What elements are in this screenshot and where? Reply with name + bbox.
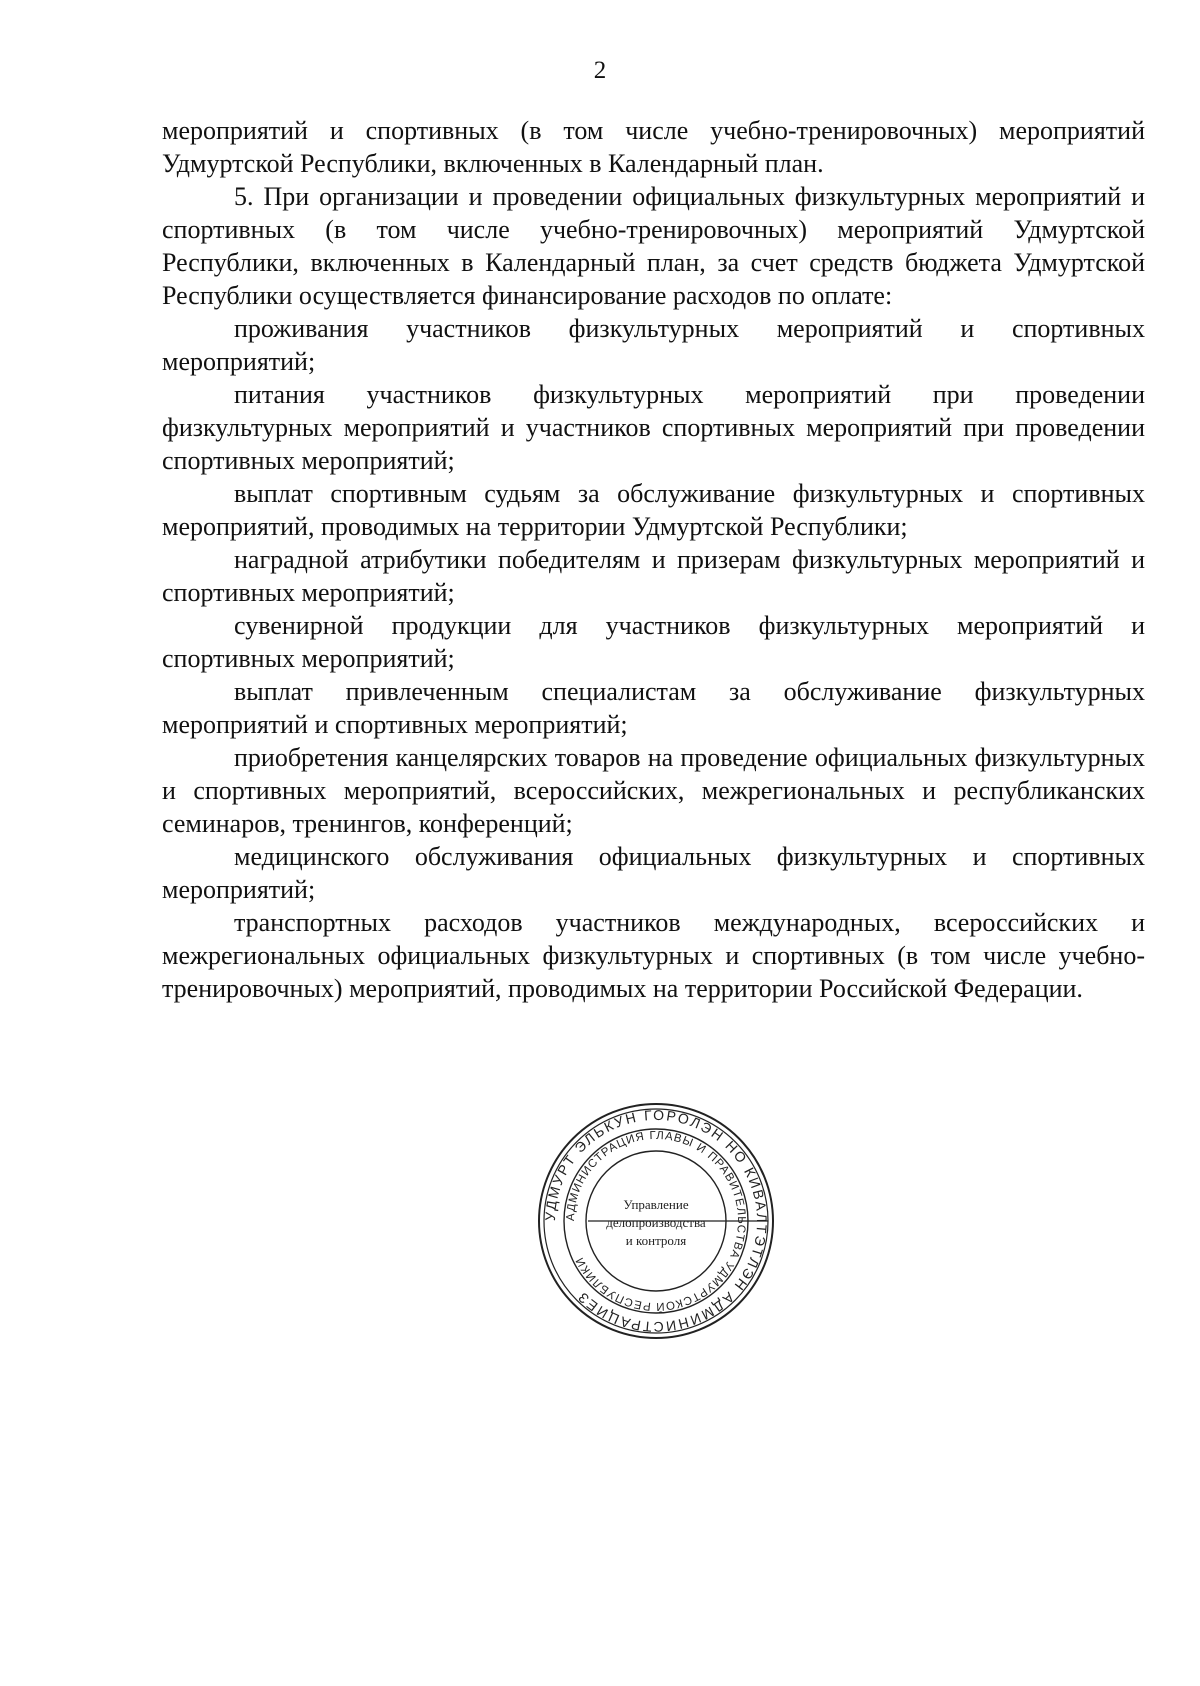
- seal-center-line-1: Управление: [623, 1197, 689, 1212]
- seal-outer-ring-text: УДМУРТ ЭЛЬКУН ГОРОЛЭН НО КИВАЛТЭТЛЭН АДМИНИСТРАЦИЕЗ: [541, 1106, 771, 1336]
- paragraph-expense-souvenirs: сувенирной продукции для участников физкультурных мероприятий и спортивных мероприятий;: [162, 611, 1145, 673]
- seal-center-line-2: делопроизводства: [606, 1215, 706, 1230]
- paragraph-continuation: мероприятий и спортивных (в том числе учебно-тренировочных) мероприятий Удмуртской Республики, включенных в Календарный план.: [162, 116, 1145, 178]
- paragraph-expense-referees: выплат спортивным судьям за обслуживание физкультурных и спортивных мероприятий, проводимых на территории Удмуртской Республики;: [162, 479, 1145, 541]
- paragraph-expense-specialists: выплат привлеченным специалистам за обслуживание физкультурных мероприятий и спортивных мероприятий;: [162, 677, 1145, 739]
- paragraph-expense-meals: питания участников физкультурных мероприятий при проведении физкультурных мероприятий и участников спортивных мероприятий при проведении спортивных мероприятий;: [162, 380, 1145, 475]
- seal-center-line-3: и контроля: [625, 1233, 687, 1248]
- paragraph-expense-medical: медицинского обслуживания официальных физкультурных и спортивных мероприятий;: [162, 842, 1145, 904]
- paragraph-expense-awards: наградной атрибутики победителям и призерам физкультурных мероприятий и спортивных мероприятий;: [162, 545, 1145, 607]
- seal-inner-ring-text: АДМИНИСТРАЦИЯ ГЛАВЫ И ПРАВИТЕЛЬСТВА УДМУРТСКОЙ РЕСПУБЛИКИ: [564, 1129, 748, 1313]
- seal-graphic: [536, 1101, 776, 1341]
- page-number: 2: [593, 57, 607, 84]
- document-body: [162, 114, 1145, 1005]
- paragraph-expense-transport: транспортных расходов участников международных, всероссийских и межрегиональных официальных физкультурных и спортивных (в том числе учебно-тренировочных) мероприятий, проводимых на территории Российской Федерации.: [162, 908, 1145, 1003]
- paragraph-item-5: 5. При организации и проведении официальных физкультурных мероприятий и спортивных (в том числе учебно-тренировочных) мероприятий Удмуртской Республики, включенных в Календарный план, за счет средств бюджета Удмуртской Республики осуществляется финансирование расходов по оплате:: [162, 182, 1145, 310]
- paragraph-expense-accommodation: проживания участников физкультурных мероприятий и спортивных мероприятий;: [162, 314, 1145, 376]
- official-seal-stamp: [536, 1101, 776, 1341]
- paragraph-expense-stationery: приобретения канцелярских товаров на проведение официальных физкультурных и спортивных мероприятий, всероссийских, межрегиональных и республиканских семинаров, тренингов, конференций;: [162, 743, 1145, 838]
